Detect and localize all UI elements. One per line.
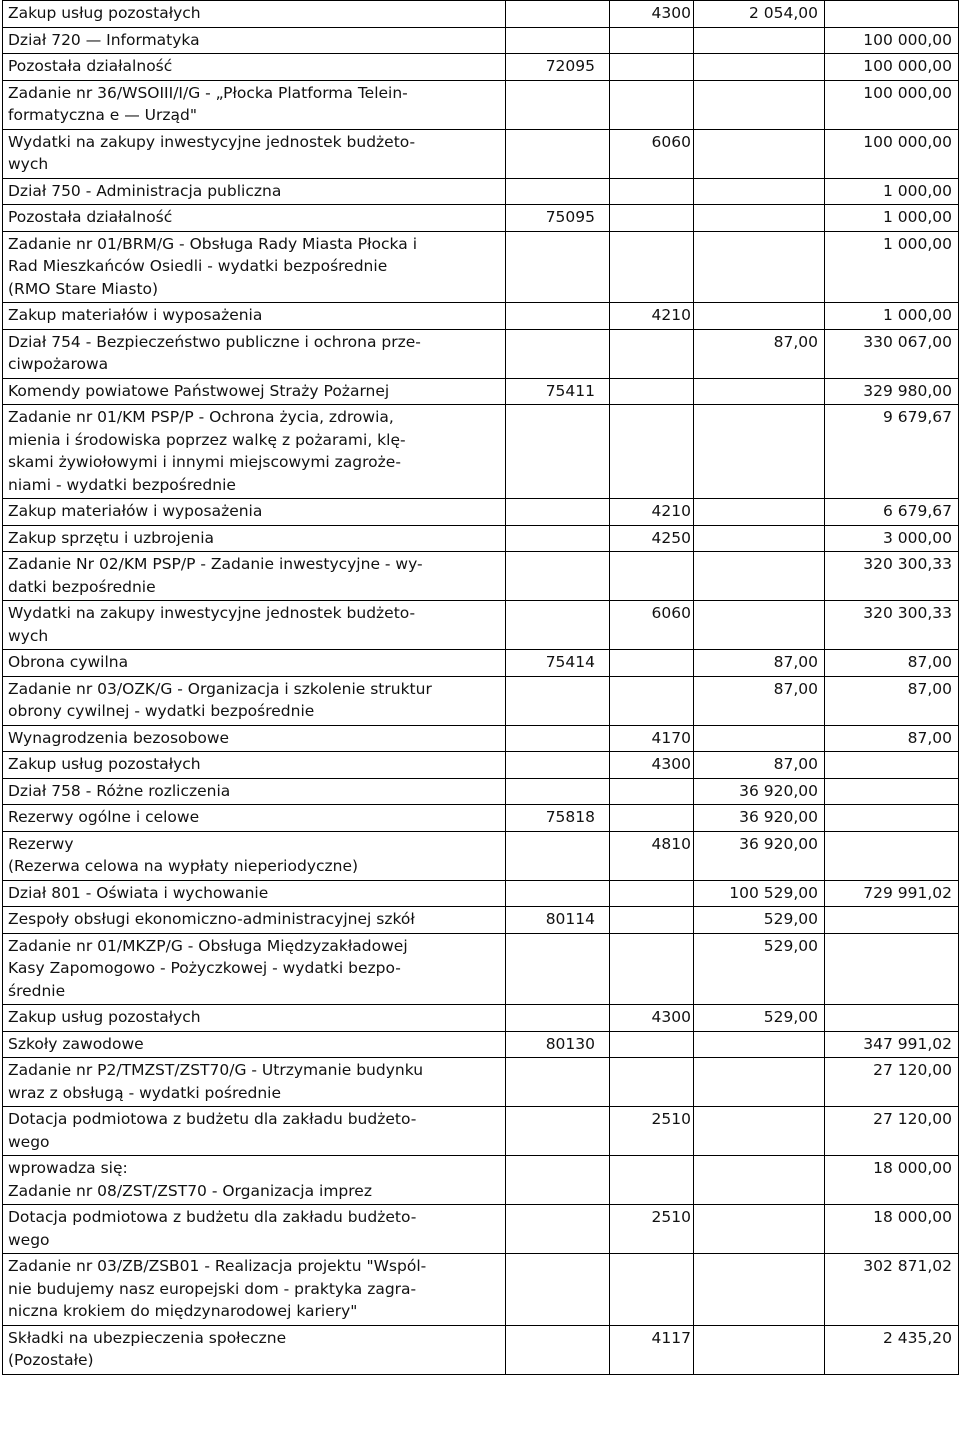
row-description: Dział 801 - Oświata i wychowanie xyxy=(3,880,506,907)
row-total-amount: 330 067,00 xyxy=(825,329,959,378)
row-total-amount xyxy=(825,752,959,779)
table-row xyxy=(3,1325,959,1374)
row-paragraph-code xyxy=(610,1058,694,1107)
row-description: Dział 758 - Różne rozliczenia xyxy=(3,778,506,805)
row-amount: 87,00 xyxy=(694,676,825,725)
row-description: Zakup materiałów i wyposażenia xyxy=(3,303,506,330)
row-total-amount: 100 000,00 xyxy=(825,129,959,178)
row-paragraph-code xyxy=(610,27,694,54)
table-row xyxy=(3,752,959,779)
row-section-code xyxy=(506,329,610,378)
row-total-amount: 320 300,33 xyxy=(825,552,959,601)
row-amount xyxy=(694,54,825,81)
row-description: Wydatki na zakupy inwestycyjne jednostek budżeto- wych xyxy=(3,601,506,650)
row-paragraph-code: 4210 xyxy=(610,499,694,526)
table-row xyxy=(3,405,959,499)
row-paragraph-code xyxy=(610,178,694,205)
table-row xyxy=(3,907,959,934)
row-section-code xyxy=(506,831,610,880)
row-paragraph-code xyxy=(610,880,694,907)
row-section-code xyxy=(506,880,610,907)
row-amount xyxy=(694,27,825,54)
row-section-code xyxy=(506,178,610,205)
row-paragraph-code xyxy=(610,778,694,805)
table-row xyxy=(3,1,959,28)
row-section-code xyxy=(506,1205,610,1254)
row-total-amount: 100 000,00 xyxy=(825,80,959,129)
row-section-code xyxy=(506,525,610,552)
row-total-amount: 729 991,02 xyxy=(825,880,959,907)
table-row xyxy=(3,880,959,907)
row-section-code xyxy=(506,1325,610,1374)
row-section-code xyxy=(506,303,610,330)
row-section-code xyxy=(506,552,610,601)
row-amount xyxy=(694,1205,825,1254)
row-amount: 36 920,00 xyxy=(694,778,825,805)
row-paragraph-code: 2510 xyxy=(610,1205,694,1254)
row-paragraph-code xyxy=(610,552,694,601)
row-description: Zakup materiałów i wyposażenia xyxy=(3,499,506,526)
row-amount: 529,00 xyxy=(694,907,825,934)
row-description: Zadanie nr 01/BRM/G - Obsługa Rady Miasta Płocka i Rad Mieszkańców Osiedli - wydatki bezpośrednie (RMO Stare Miasto) xyxy=(3,231,506,303)
row-description: Dotacja podmiotowa z budżetu dla zakładu budżeto- wego xyxy=(3,1205,506,1254)
row-section-code xyxy=(506,1058,610,1107)
row-amount xyxy=(694,601,825,650)
row-section-code xyxy=(506,601,610,650)
row-amount xyxy=(694,552,825,601)
row-description: Zadanie nr 03/OZK/G - Organizacja i szkolenie struktur obrony cywilnej - wydatki bezpośrednie xyxy=(3,676,506,725)
row-section-code xyxy=(506,231,610,303)
table-row xyxy=(3,676,959,725)
row-amount: 529,00 xyxy=(694,1005,825,1032)
row-section-code xyxy=(506,778,610,805)
row-section-code xyxy=(506,1107,610,1156)
row-section-code xyxy=(506,933,610,1005)
row-amount xyxy=(694,178,825,205)
row-total-amount: 2 435,20 xyxy=(825,1325,959,1374)
row-description: wprowadza się: Zadanie nr 08/ZST/ZST70 - Organizacja imprez xyxy=(3,1156,506,1205)
row-section-code: 80130 xyxy=(506,1031,610,1058)
row-amount: 2 054,00 xyxy=(694,1,825,28)
table-row xyxy=(3,725,959,752)
row-description: Szkoły zawodowe xyxy=(3,1031,506,1058)
row-paragraph-code: 4210 xyxy=(610,303,694,330)
row-amount: 100 529,00 xyxy=(694,880,825,907)
table-row xyxy=(3,178,959,205)
row-section-code: 72095 xyxy=(506,54,610,81)
row-section-code xyxy=(506,80,610,129)
row-paragraph-code xyxy=(610,205,694,232)
row-description: Pozostała działalność xyxy=(3,54,506,81)
row-section-code xyxy=(506,676,610,725)
row-total-amount: 1 000,00 xyxy=(825,205,959,232)
row-description: Zakup usług pozostałych xyxy=(3,1005,506,1032)
row-paragraph-code xyxy=(610,1254,694,1326)
row-amount xyxy=(694,1254,825,1326)
row-paragraph-code: 4117 xyxy=(610,1325,694,1374)
row-total-amount: 100 000,00 xyxy=(825,54,959,81)
row-amount xyxy=(694,129,825,178)
row-total-amount xyxy=(825,831,959,880)
table-row xyxy=(3,525,959,552)
row-amount: 87,00 xyxy=(694,329,825,378)
table-row xyxy=(3,54,959,81)
row-section-code: 75414 xyxy=(506,650,610,677)
table-row xyxy=(3,231,959,303)
row-amount xyxy=(694,1058,825,1107)
row-paragraph-code: 6060 xyxy=(610,601,694,650)
row-section-code xyxy=(506,1005,610,1032)
row-total-amount xyxy=(825,1,959,28)
table-row xyxy=(3,1156,959,1205)
table-row xyxy=(3,1058,959,1107)
table-row xyxy=(3,650,959,677)
row-paragraph-code xyxy=(610,933,694,1005)
table-row xyxy=(3,329,959,378)
row-amount: 36 920,00 xyxy=(694,805,825,832)
table-row xyxy=(3,1005,959,1032)
table-row xyxy=(3,1107,959,1156)
row-description: Obrona cywilna xyxy=(3,650,506,677)
row-paragraph-code: 4170 xyxy=(610,725,694,752)
row-section-code xyxy=(506,27,610,54)
row-section-code xyxy=(506,405,610,499)
row-paragraph-code: 4300 xyxy=(610,1005,694,1032)
row-paragraph-code: 4250 xyxy=(610,525,694,552)
row-description: Zadanie nr 03/ZB/ZSB01 - Realizacja projektu "Wspól- nie budujemy nasz europejski dom - praktyka zagra- niczna krokiem do międzynarodowej kariery" xyxy=(3,1254,506,1326)
row-description: Rezerwy (Rezerwa celowa na wypłaty nieperiodyczne) xyxy=(3,831,506,880)
row-total-amount: 1 000,00 xyxy=(825,303,959,330)
row-description: Zadanie nr P2/TMZST/ZST70/G - Utrzymanie budynku wraz z obsługą - wydatki pośrednie xyxy=(3,1058,506,1107)
row-amount xyxy=(694,525,825,552)
row-section-code: 75095 xyxy=(506,205,610,232)
row-description: Zadanie nr 01/MKZP/G - Obsługa Międzyzakładowej Kasy Zapomogowo - Pożyczkowej - wydatki bezpo- średnie xyxy=(3,933,506,1005)
row-section-code xyxy=(506,1,610,28)
row-total-amount xyxy=(825,805,959,832)
row-amount xyxy=(694,405,825,499)
row-paragraph-code xyxy=(610,650,694,677)
row-total-amount: 6 679,67 xyxy=(825,499,959,526)
row-paragraph-code: 4810 xyxy=(610,831,694,880)
row-amount xyxy=(694,1325,825,1374)
table-row xyxy=(3,601,959,650)
row-paragraph-code xyxy=(610,805,694,832)
row-description: Wydatki na zakupy inwestycyjne jednostek budżeto- wych xyxy=(3,129,506,178)
budget-table xyxy=(2,0,959,1375)
row-description: Zadanie nr 01/KM PSP/P - Ochrona życia, zdrowia, mienia i środowiska poprzez walkę z pożarami, klę- skami żywiołowymi i innymi miejscowymi zagroże- niami - wydatki bezpośrednie xyxy=(3,405,506,499)
row-description: Dział 754 - Bezpieczeństwo publiczne i ochrona prze- ciwpożarowa xyxy=(3,329,506,378)
row-description: Zakup usług pozostałych xyxy=(3,1,506,28)
table-row xyxy=(3,499,959,526)
row-section-code xyxy=(506,499,610,526)
row-section-code xyxy=(506,725,610,752)
row-amount xyxy=(694,1107,825,1156)
row-description: Wynagrodzenia bezosobowe xyxy=(3,725,506,752)
row-paragraph-code xyxy=(610,329,694,378)
row-total-amount: 329 980,00 xyxy=(825,378,959,405)
row-total-amount: 1 000,00 xyxy=(825,231,959,303)
row-amount: 87,00 xyxy=(694,752,825,779)
row-paragraph-code xyxy=(610,231,694,303)
row-total-amount: 100 000,00 xyxy=(825,27,959,54)
row-paragraph-code xyxy=(610,1031,694,1058)
row-amount xyxy=(694,1031,825,1058)
row-total-amount: 87,00 xyxy=(825,725,959,752)
table-row xyxy=(3,303,959,330)
table-row xyxy=(3,778,959,805)
row-section-code: 75411 xyxy=(506,378,610,405)
row-paragraph-code: 4300 xyxy=(610,1,694,28)
table-row xyxy=(3,205,959,232)
row-amount xyxy=(694,231,825,303)
row-description: Dział 720 — Informatyka xyxy=(3,27,506,54)
row-total-amount xyxy=(825,907,959,934)
table-row xyxy=(3,831,959,880)
row-section-code xyxy=(506,752,610,779)
row-description: Rezerwy ogólne i celowe xyxy=(3,805,506,832)
row-section-code xyxy=(506,1156,610,1205)
row-section-code: 80114 xyxy=(506,907,610,934)
table-row xyxy=(3,1254,959,1326)
row-total-amount xyxy=(825,778,959,805)
row-description: Zadanie nr 36/WSOIII/I/G - „Płocka Platforma Telein- formatyczna e — Urząd" xyxy=(3,80,506,129)
table-row xyxy=(3,80,959,129)
row-description: Zakup usług pozostałych xyxy=(3,752,506,779)
row-amount xyxy=(694,205,825,232)
table-row xyxy=(3,27,959,54)
budget-table-body xyxy=(3,1,959,1375)
row-paragraph-code xyxy=(610,1156,694,1205)
row-total-amount: 87,00 xyxy=(825,650,959,677)
row-total-amount: 347 991,02 xyxy=(825,1031,959,1058)
table-row xyxy=(3,805,959,832)
row-description: Zadanie Nr 02/KM PSP/P - Zadanie inwestycyjne - wy- datki bezpośrednie xyxy=(3,552,506,601)
row-total-amount: 9 679,67 xyxy=(825,405,959,499)
row-section-code xyxy=(506,129,610,178)
row-total-amount: 18 000,00 xyxy=(825,1156,959,1205)
row-amount xyxy=(694,1156,825,1205)
row-total-amount: 320 300,33 xyxy=(825,601,959,650)
row-amount xyxy=(694,378,825,405)
row-paragraph-code: 6060 xyxy=(610,129,694,178)
row-total-amount: 18 000,00 xyxy=(825,1205,959,1254)
row-paragraph-code: 2510 xyxy=(610,1107,694,1156)
row-paragraph-code: 4300 xyxy=(610,752,694,779)
row-description: Pozostała działalność xyxy=(3,205,506,232)
row-total-amount: 302 871,02 xyxy=(825,1254,959,1326)
row-amount: 36 920,00 xyxy=(694,831,825,880)
row-amount xyxy=(694,80,825,129)
table-row xyxy=(3,378,959,405)
table-row xyxy=(3,1205,959,1254)
row-total-amount: 27 120,00 xyxy=(825,1058,959,1107)
row-section-code: 75818 xyxy=(506,805,610,832)
row-amount xyxy=(694,499,825,526)
row-amount xyxy=(694,725,825,752)
row-paragraph-code xyxy=(610,907,694,934)
table-row xyxy=(3,552,959,601)
row-amount: 529,00 xyxy=(694,933,825,1005)
row-description: Komendy powiatowe Państwowej Straży Pożarnej xyxy=(3,378,506,405)
row-description: Zespoły obsługi ekonomiczno-administracyjnej szkół xyxy=(3,907,506,934)
row-amount xyxy=(694,303,825,330)
row-total-amount: 27 120,00 xyxy=(825,1107,959,1156)
row-amount: 87,00 xyxy=(694,650,825,677)
row-paragraph-code xyxy=(610,80,694,129)
row-total-amount xyxy=(825,933,959,1005)
row-paragraph-code xyxy=(610,378,694,405)
row-paragraph-code xyxy=(610,54,694,81)
row-total-amount xyxy=(825,1005,959,1032)
row-description: Dział 750 - Administracja publiczna xyxy=(3,178,506,205)
table-row xyxy=(3,1031,959,1058)
row-description: Składki na ubezpieczenia społeczne (Pozostałe) xyxy=(3,1325,506,1374)
row-description: Zakup sprzętu i uzbrojenia xyxy=(3,525,506,552)
row-section-code xyxy=(506,1254,610,1326)
table-row xyxy=(3,933,959,1005)
row-total-amount: 1 000,00 xyxy=(825,178,959,205)
table-row xyxy=(3,129,959,178)
row-paragraph-code xyxy=(610,676,694,725)
row-paragraph-code xyxy=(610,405,694,499)
row-total-amount: 3 000,00 xyxy=(825,525,959,552)
row-description: Dotacja podmiotowa z budżetu dla zakładu budżeto- wego xyxy=(3,1107,506,1156)
row-total-amount: 87,00 xyxy=(825,676,959,725)
